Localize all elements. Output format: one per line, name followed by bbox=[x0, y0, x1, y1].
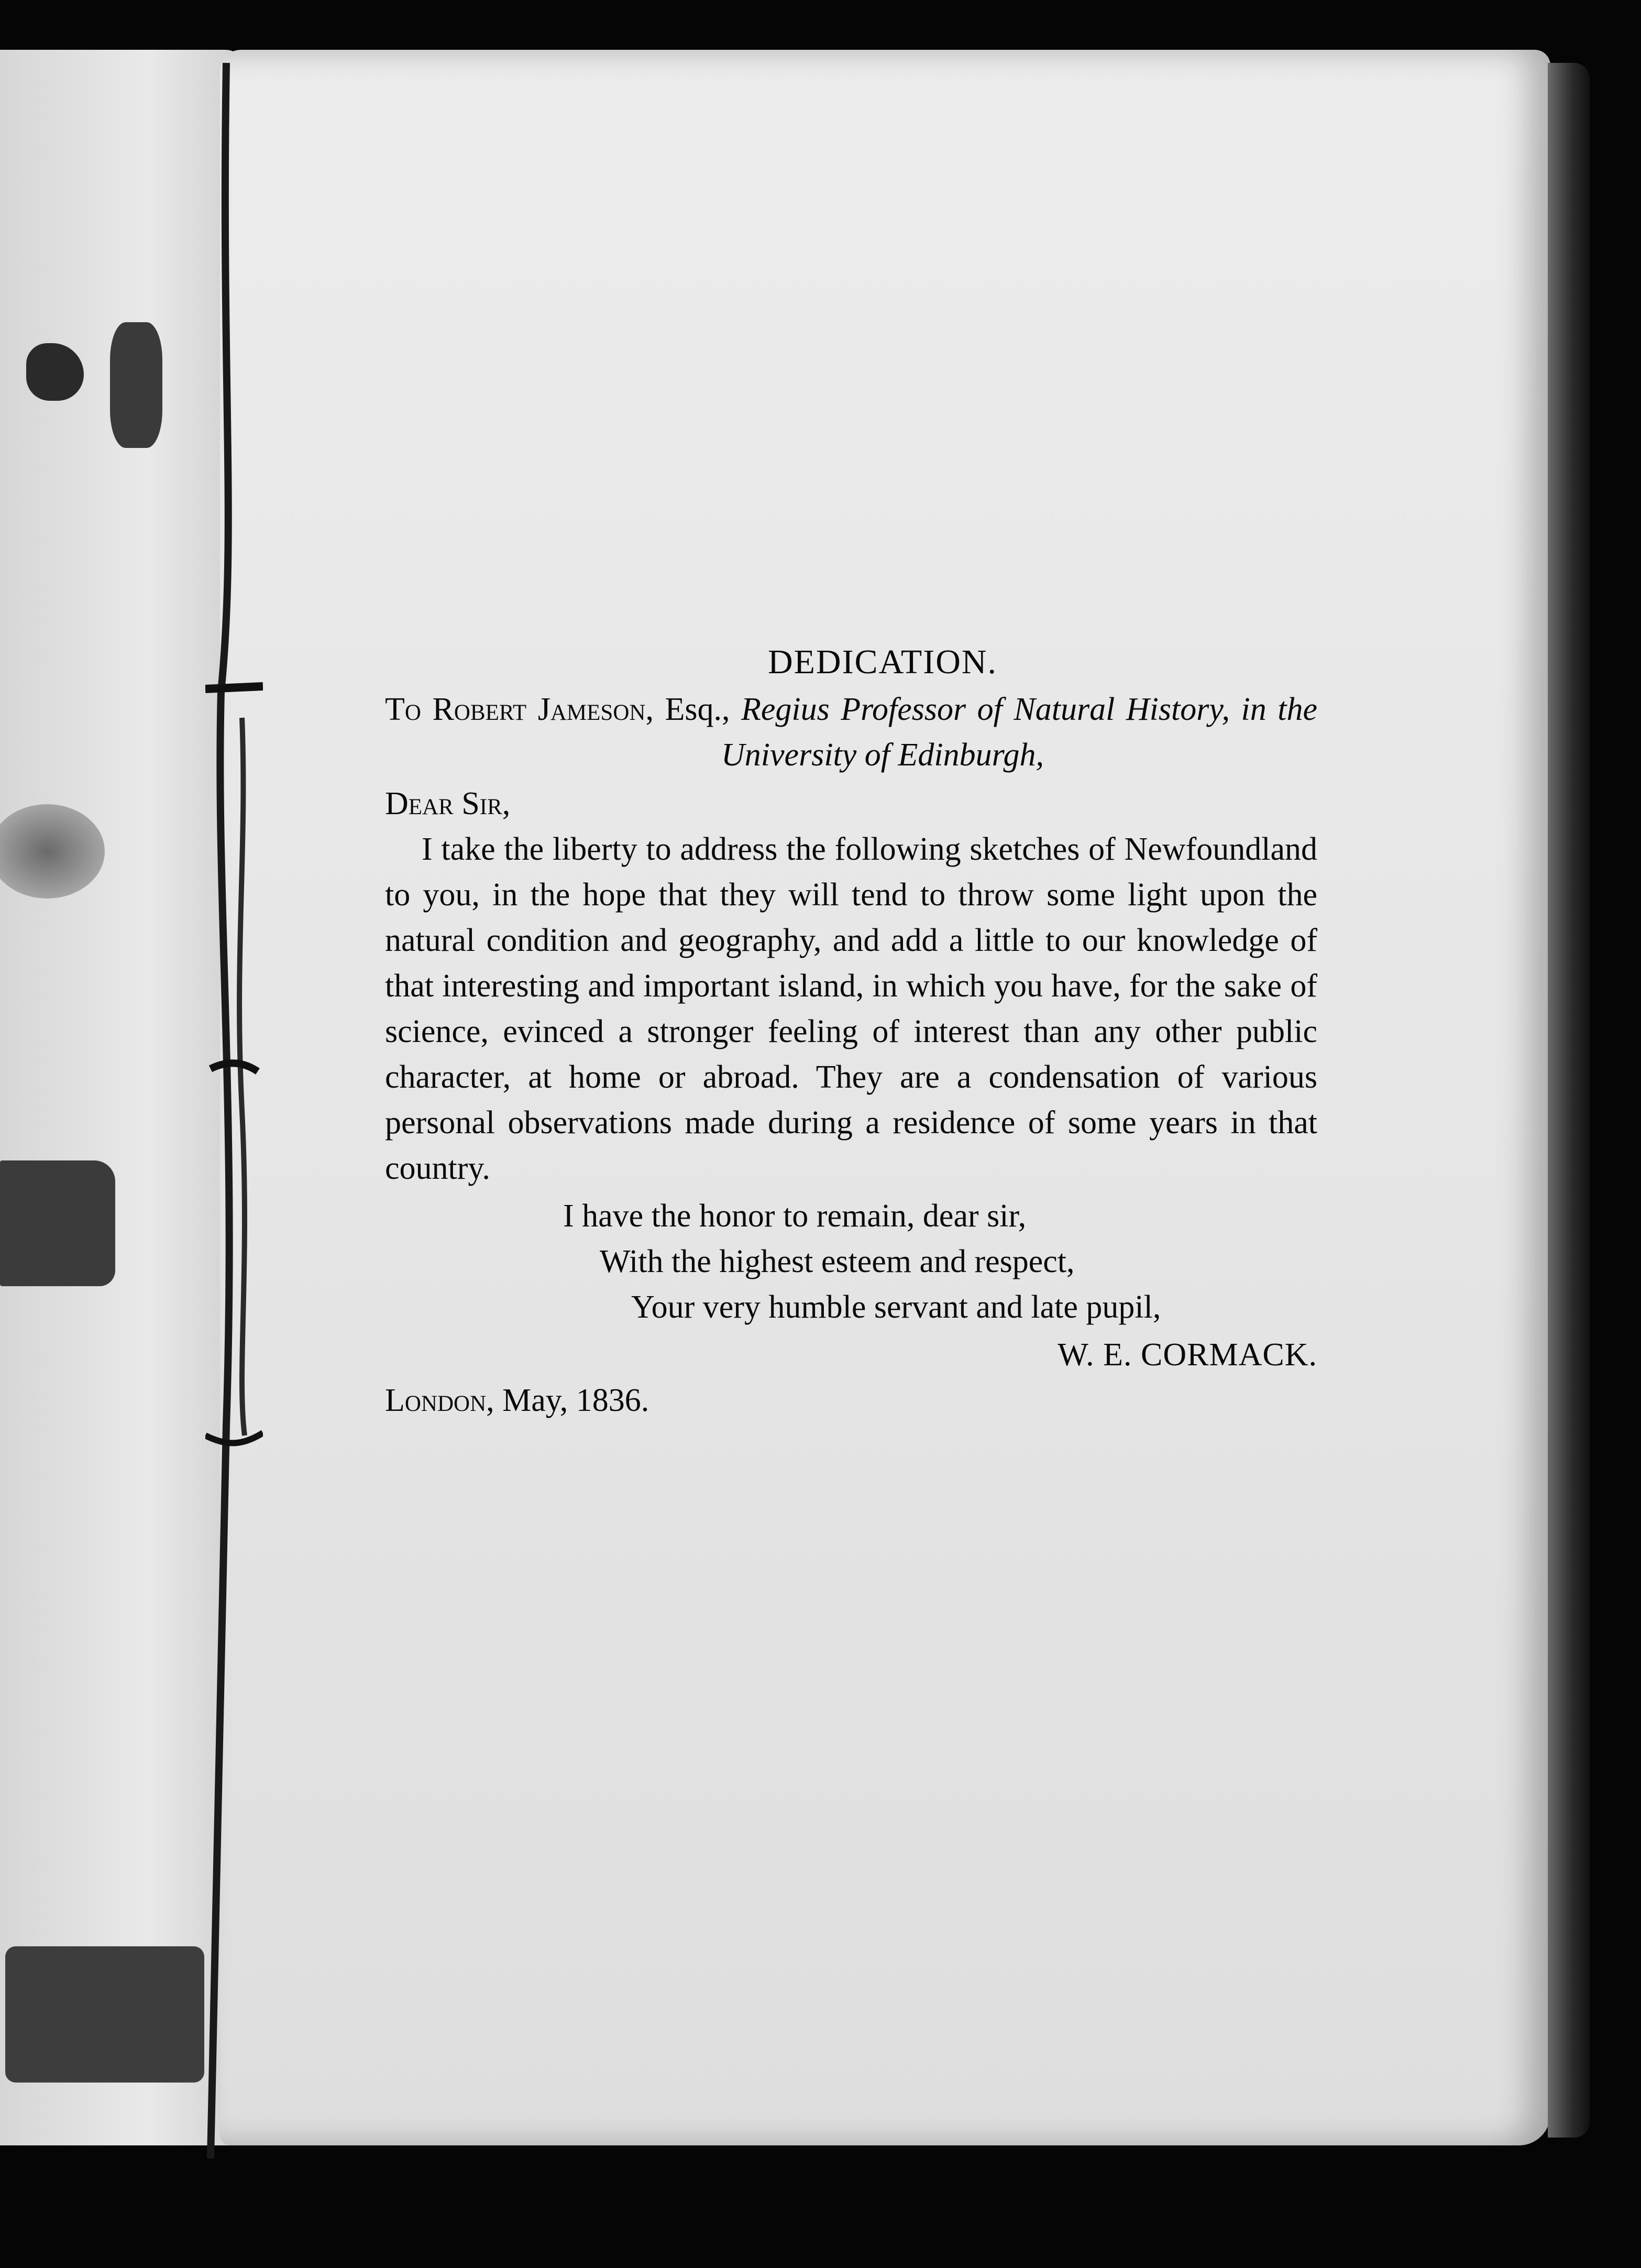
dedication-text bbox=[385, 639, 1317, 1423]
addressee-title-plain: , Esq., bbox=[645, 692, 742, 727]
page-title: DEDICATION. bbox=[767, 643, 998, 681]
ink-stain bbox=[26, 343, 84, 401]
binding-thread bbox=[205, 63, 263, 2159]
place-and-date bbox=[385, 1378, 1317, 1423]
ink-stain bbox=[5, 1946, 204, 2083]
signature: W. E. CORMACK. bbox=[1058, 1337, 1317, 1373]
date: , May, 1836. bbox=[486, 1383, 649, 1418]
ink-stain bbox=[0, 804, 105, 899]
closing-line: I have the honor to remain, dear sir, bbox=[563, 1198, 1027, 1234]
ink-stain bbox=[110, 322, 162, 448]
addressee-name: Robert Jameson bbox=[432, 692, 646, 727]
place: London bbox=[385, 1383, 487, 1418]
addressee-prefix: To bbox=[385, 692, 421, 727]
closing-line: Your very humble servant and late pupil, bbox=[631, 1289, 1161, 1325]
addressee-line bbox=[385, 687, 1317, 778]
closing-line: With the highest esteem and respect, bbox=[600, 1244, 1075, 1279]
ink-stain bbox=[0, 1160, 115, 1286]
page-edge-shadow bbox=[1548, 63, 1590, 2138]
addressee-title-italic: Regius Professor of Natural History, in the University of Edinburgh, bbox=[721, 692, 1318, 773]
dedication-body: I take the liberty to address the following sketches of Newfoundland to you, in the hope that they will tend to throw some light upon the natural condition and geography, and add a little to our knowledge of that interesting and important island, in which you have, for the sake of science, evinced a stronger feeling of interest than any other public character, at home or abroad. They are a condensation of various personal observations made during a residence of some years in that country. bbox=[385, 831, 1317, 1186]
salutation: Dear Sir, bbox=[385, 786, 511, 821]
closing-block bbox=[385, 1193, 1317, 1330]
